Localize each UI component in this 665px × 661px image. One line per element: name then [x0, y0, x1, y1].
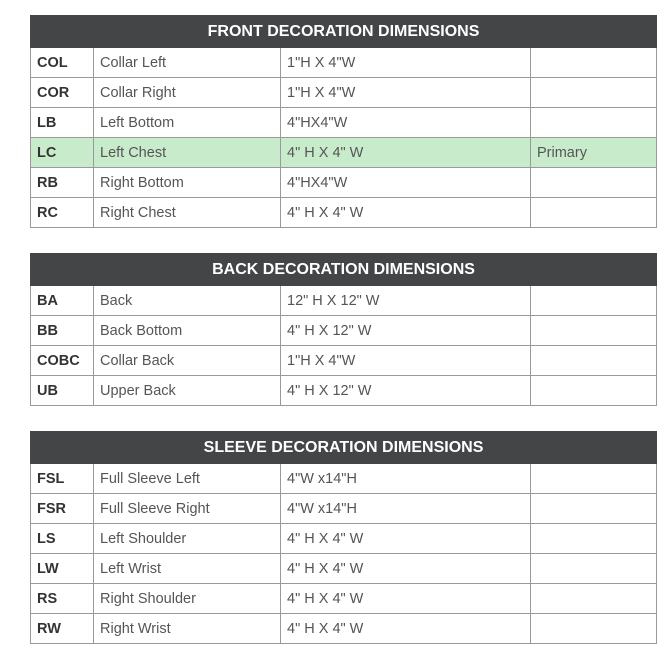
table-row — [31, 464, 657, 494]
table-row — [31, 614, 657, 644]
location-code: COR — [31, 78, 94, 108]
location-size: 4" H X 4" W — [281, 524, 531, 554]
location-note — [531, 198, 657, 228]
location-size: 4" H X 12" W — [281, 316, 531, 346]
location-code: LC — [31, 138, 94, 168]
location-name: Back Bottom — [94, 316, 281, 346]
table-row — [31, 376, 657, 406]
location-name: Right Wrist — [94, 614, 281, 644]
location-size: 1"H X 4"W — [281, 48, 531, 78]
table-row — [31, 524, 657, 554]
location-size: 1"H X 4"W — [281, 78, 531, 108]
location-name: Left Bottom — [94, 108, 281, 138]
location-size: 4"W x14"H — [281, 494, 531, 524]
location-name: Collar Right — [94, 78, 281, 108]
location-code: RC — [31, 198, 94, 228]
location-code: RB — [31, 168, 94, 198]
location-size: 4" H X 4" W — [281, 554, 531, 584]
location-size: 4" H X 4" W — [281, 198, 531, 228]
table-row — [31, 198, 657, 228]
location-code: LB — [31, 108, 94, 138]
table-row — [31, 316, 657, 346]
location-code: UB — [31, 376, 94, 406]
location-name: Right Shoulder — [94, 584, 281, 614]
location-code: BB — [31, 316, 94, 346]
table-row — [31, 48, 657, 78]
front-table-title: FRONT DECORATION DIMENSIONS — [31, 16, 657, 48]
location-note — [531, 316, 657, 346]
table-row — [31, 346, 657, 376]
location-note — [531, 78, 657, 108]
location-code: FSR — [31, 494, 94, 524]
location-name: Right Bottom — [94, 168, 281, 198]
table-row — [31, 584, 657, 614]
location-note — [531, 554, 657, 584]
table-row — [31, 286, 657, 316]
location-note — [531, 346, 657, 376]
location-size: 1"H X 4"W — [281, 346, 531, 376]
back-decoration-table — [30, 253, 657, 406]
location-note — [531, 376, 657, 406]
location-size: 4"W x14"H — [281, 464, 531, 494]
table-row — [31, 108, 657, 138]
location-note — [531, 286, 657, 316]
location-code: RS — [31, 584, 94, 614]
table-row — [31, 168, 657, 198]
location-note — [531, 168, 657, 198]
location-name: Left Chest — [94, 138, 281, 168]
primary-badge: Primary — [531, 138, 657, 168]
location-note — [531, 524, 657, 554]
location-code: COL — [31, 48, 94, 78]
location-code: LW — [31, 554, 94, 584]
location-name: Collar Back — [94, 346, 281, 376]
sleeve-table-title: SLEEVE DECORATION DIMENSIONS — [31, 432, 657, 464]
table-row — [31, 554, 657, 584]
location-size: 4"HX4"W — [281, 168, 531, 198]
location-code: BA — [31, 286, 94, 316]
location-name: Back — [94, 286, 281, 316]
location-code: COBC — [31, 346, 94, 376]
location-size: 4" H X 12" W — [281, 376, 531, 406]
location-size: 4"HX4"W — [281, 108, 531, 138]
location-size: 4" H X 4" W — [281, 614, 531, 644]
location-size: 12" H X 12" W — [281, 286, 531, 316]
location-name: Left Shoulder — [94, 524, 281, 554]
sleeve-decoration-table — [30, 431, 657, 644]
table-row-primary — [31, 138, 657, 168]
location-code: RW — [31, 614, 94, 644]
location-note — [531, 108, 657, 138]
location-note — [531, 494, 657, 524]
location-size: 4" H X 4" W — [281, 584, 531, 614]
location-note — [531, 584, 657, 614]
table-row — [31, 494, 657, 524]
location-name: Right Chest — [94, 198, 281, 228]
location-name: Full Sleeve Right — [94, 494, 281, 524]
location-size: 4" H X 4" W — [281, 138, 531, 168]
location-note — [531, 464, 657, 494]
location-name: Upper Back — [94, 376, 281, 406]
location-name: Left Wrist — [94, 554, 281, 584]
location-code: FSL — [31, 464, 94, 494]
front-decoration-table — [30, 15, 657, 228]
location-code: LS — [31, 524, 94, 554]
back-table-title: BACK DECORATION DIMENSIONS — [31, 254, 657, 286]
table-row — [31, 78, 657, 108]
location-note — [531, 614, 657, 644]
location-name: Full Sleeve Left — [94, 464, 281, 494]
location-note — [531, 48, 657, 78]
location-name: Collar Left — [94, 48, 281, 78]
